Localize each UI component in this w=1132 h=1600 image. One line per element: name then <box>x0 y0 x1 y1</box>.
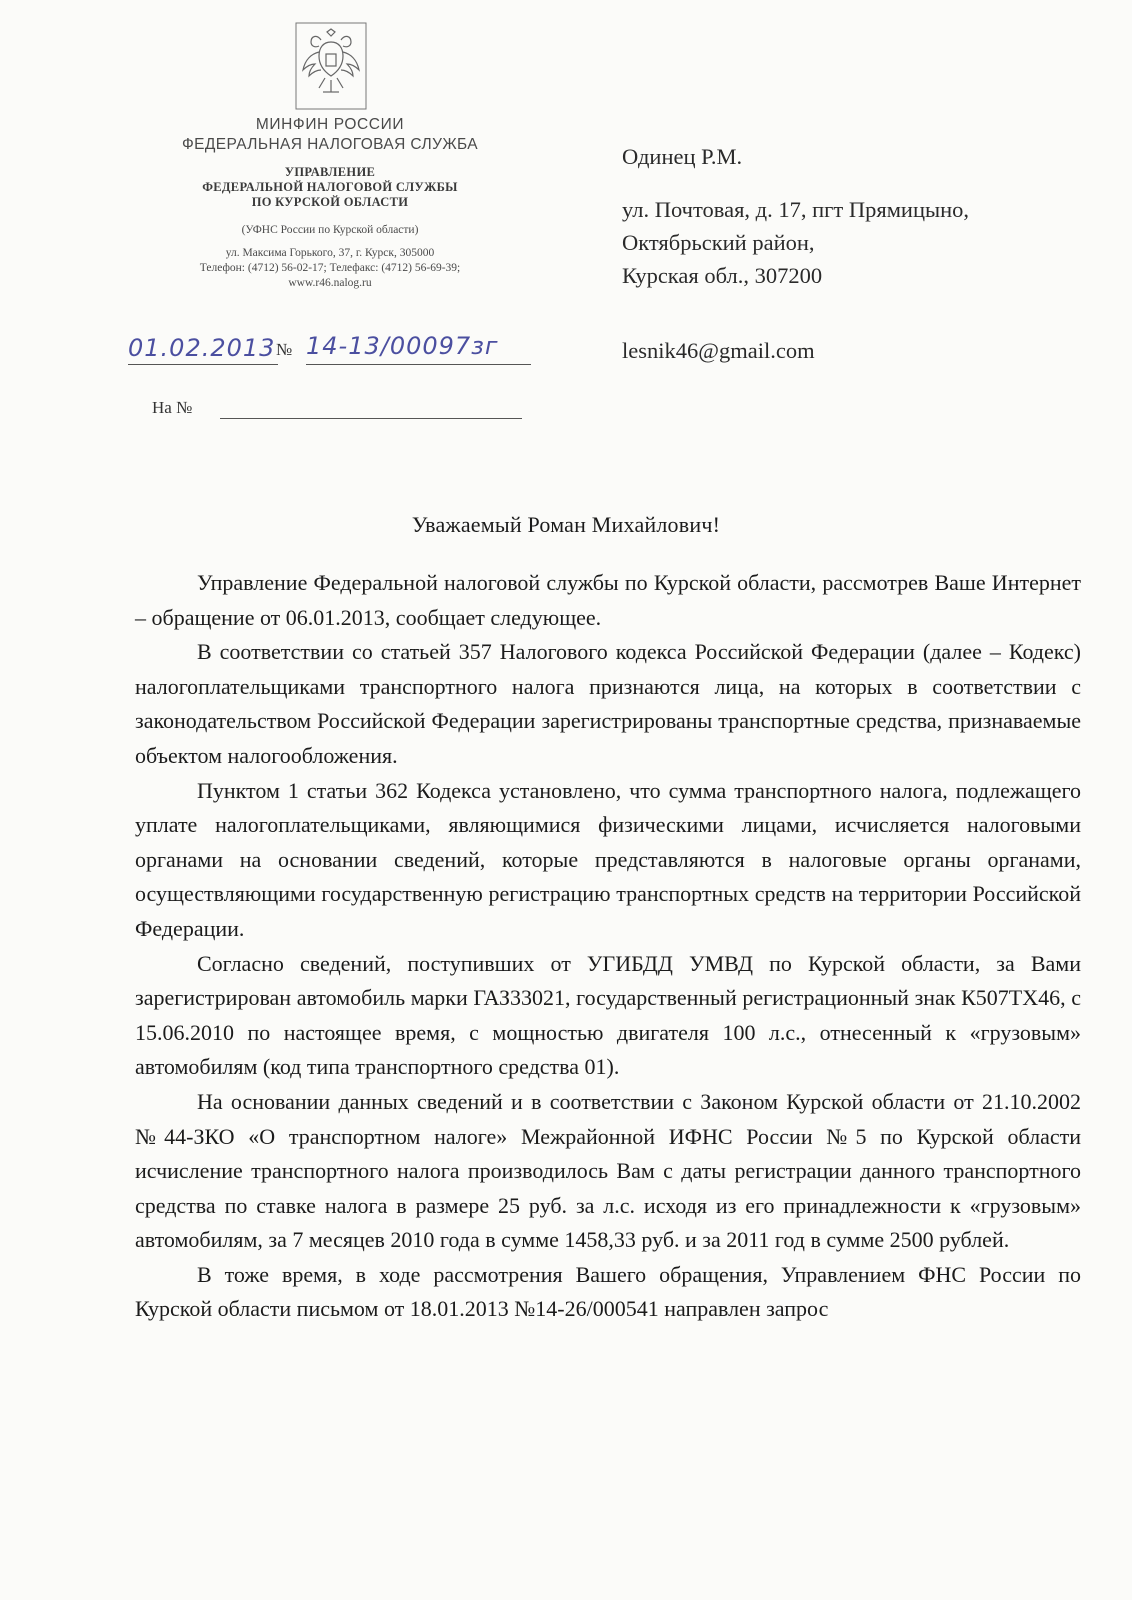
department-line: ПО КУРСКОЙ ОБЛАСТИ <box>251 195 409 209</box>
greeting: Уважаемый Роман Михайлович! <box>411 512 721 537</box>
registration-date: 01.02.2013 <box>128 334 276 362</box>
sender-address: ул. Максима Горького, 37, г. Курск, 305000 <box>225 247 435 259</box>
department-line: ФЕДЕРАЛЬНОЙ НАЛОГОВОЙ СЛУЖБЫ <box>202 180 458 194</box>
reference-label: На № <box>152 398 193 417</box>
registration-line <box>128 330 558 370</box>
department-line: УПРАВЛЕНИЕ <box>284 165 376 179</box>
body-paragraph: Согласно сведений, поступивших от УГИБДД УМВД по Курской области, за Вами зарегистрирован автомобиль марки ГАЗ33021, государственный регистрационный знак К507ТХ46, с 15.06.2010 по настоящее время, с мощностью двигателя 100 л.с., отнесенный к «грузовым» автомобилям (код типа транспортного средства 01). <box>135 950 1081 1080</box>
recipient-block <box>622 140 969 367</box>
department-short-name: (УФНС России по Курской области) <box>241 224 419 236</box>
sender-contacts <box>130 246 530 291</box>
body-paragraph: В соответствии со статьей 357 Налогового кодекса Российской Федерации (далее – Кодекс) налогоплательщиками транспортного налога признаются лица, на которых в соответствии с законодательством Российской Федерации зарегистрированы транспортные средства, признаваемые объектом налогообложения. <box>135 639 1081 768</box>
sender-website: www.r46.nalog.ru <box>288 277 372 289</box>
registration-number: 14-13/00097зг <box>306 332 499 360</box>
date-underline <box>128 364 278 365</box>
body-paragraph: На основании данных сведений и в соответствии с Законом Курской области от 21.10.2002 №44-ЗКО «О транспортном налоге» Межрайонной ИФНС России №5 по Курской области исчисление транспортного налога производилось Вам с даты регистрации данного транспортного средства по ставке налога в размере 25 руб. за л.с. исходя из его принадлежности к «грузовым» автомобилям, за 7 месяцев 2010 года в сумме 1458,33 руб. и за 2011 год в сумме 2500 рублей. <box>135 1088 1081 1253</box>
recipient-name: Одинец Р.М. <box>622 144 743 169</box>
body-paragraph: В тоже время, в ходе рассмотрения Вашего обращения, Управлением ФНС России по Курской области письмом от 18.01.2013 №14-26/000541 направлен запрос <box>135 1261 1081 1322</box>
number-underline <box>306 364 531 365</box>
body-paragraph: Управление Федеральной налоговой службы по Курской области, рассмотрев Ваше Интернет – обращение от 06.01.2013, сообщает следующее. <box>135 570 1081 630</box>
letter-body <box>135 566 1081 1327</box>
recipient-email: lesnik46@gmail.com <box>622 338 815 363</box>
recipient-address-line: Курская обл., 307200 <box>622 263 823 288</box>
sender-block <box>130 115 530 291</box>
recipient-address-line: ул. Почтовая, д. 17, пгт Прямицыно, <box>622 197 970 222</box>
reference-underline <box>220 418 522 419</box>
department-name <box>130 165 530 210</box>
coat-of-arms-emblem <box>295 22 367 110</box>
service-name: ФЕДЕРАЛЬНАЯ НАЛОГОВАЯ СЛУЖБА <box>181 136 479 153</box>
sender-phones: Телефон: (4712) 56-02-17; Телефакс: (4712) 56-69-39; <box>199 262 461 274</box>
ministry-name: МИНФИН РОССИИ <box>255 116 405 133</box>
number-sign: № <box>276 340 293 359</box>
body-paragraph: Пунктом 1 статьи 362 Кодекса установлено, что сумма транспортного налога, подлежащего уплате налогоплательщиками, являющимися физическими лицами, исчисляется налоговыми органами на основании сведений, которые представляются в налоговые органы органами, осуществляющими государственную регистрацию транспортных средств на территории Российской Федерации. <box>135 777 1081 941</box>
recipient-address-line: Октябрьский район, <box>622 230 815 255</box>
